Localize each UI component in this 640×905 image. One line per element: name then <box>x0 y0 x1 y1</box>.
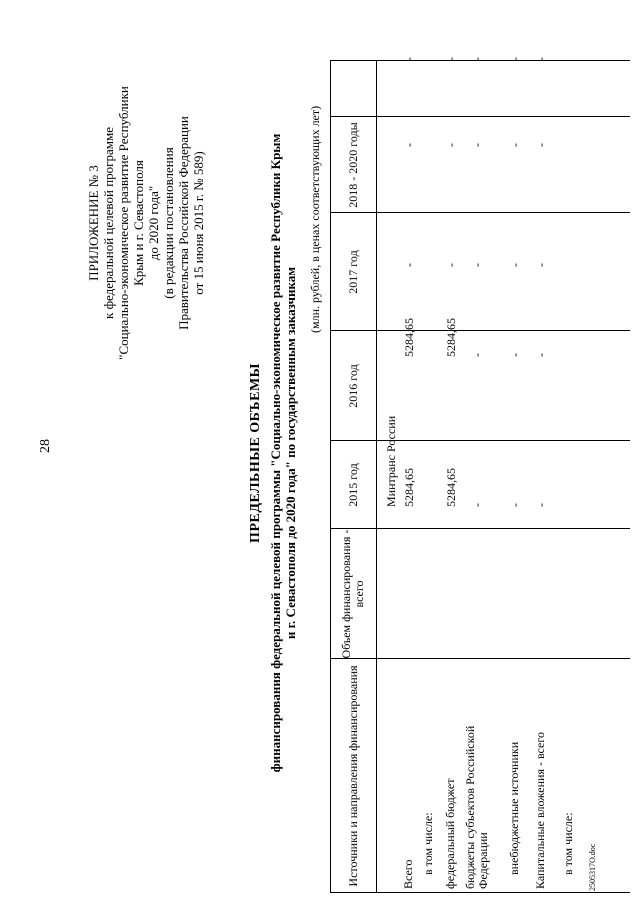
cell-2016: - <box>534 263 548 267</box>
cell-2015: - <box>534 353 548 357</box>
subtitle-line: финансирования федеральной целевой программы "Социально-экономическое развитие Республики Крым <box>268 133 283 773</box>
cell-2018-2020: - <box>508 57 522 61</box>
appendix-line: "Социально-экономическое развитие Республики <box>116 86 131 360</box>
document-code: 2505317О.doc <box>588 843 597 891</box>
column-divider <box>330 212 630 213</box>
cell-2017: - <box>402 143 416 147</box>
appendix-heading <box>86 23 206 423</box>
document-subtitle <box>268 13 298 893</box>
row-label: федеральный бюджет <box>443 778 457 889</box>
row-label: в том числе: <box>421 812 435 875</box>
cell-2015: 5284,65 <box>402 318 416 357</box>
appendix-line: от 15 июня 2015 г. № 589) <box>191 151 206 295</box>
cell-total: 5284,65 <box>444 468 458 507</box>
cell-2017: - <box>508 143 522 147</box>
cell-2017: - <box>470 143 484 147</box>
cell-total: - <box>470 503 484 507</box>
rotated-content <box>10 13 630 893</box>
subtitle-line: и г. Севастополя до 2020 года" по государственным заказчикам <box>283 266 298 640</box>
cell-2016: - <box>444 263 458 267</box>
row-label: Всего <box>401 859 415 889</box>
header-2018-2020: 2018 - 2020 годы <box>345 122 360 208</box>
cell-2018-2020: - <box>470 57 484 61</box>
cell-total: - <box>508 503 522 507</box>
cell-2017: - <box>444 143 458 147</box>
table-left-border <box>330 892 630 893</box>
cell-2015: 5284,65 <box>444 318 458 357</box>
cell-2016: - <box>402 263 416 267</box>
appendix-line: Крым и г. Севастополя <box>131 160 146 286</box>
cell-2016: - <box>508 263 522 267</box>
appendix-line: ПРИЛОЖЕНИЕ № 3 <box>86 165 101 281</box>
table-top-border <box>330 61 331 893</box>
cell-total: - <box>534 503 548 507</box>
column-divider <box>330 116 630 117</box>
header-2016: 2016 год <box>345 364 360 408</box>
row-label: Капитальные вложения - всего <box>533 732 547 889</box>
column-divider <box>330 528 630 529</box>
appendix-line: Правительства Российской Федерации <box>176 116 191 330</box>
units-note: (млн. рублей, в ценах соответствующих лет) <box>308 105 322 333</box>
header-sources: Источники и направления финансирования <box>345 665 360 887</box>
appendix-line: до 2020 года" <box>146 185 161 261</box>
column-divider <box>330 440 630 441</box>
cell-total: 5284,65 <box>402 468 416 507</box>
cell-2018-2020: - <box>402 57 416 61</box>
column-divider <box>330 330 630 331</box>
row-label: бюджеты субъектов Российской Федерации <box>463 725 490 889</box>
cell-2018-2020: - <box>534 57 548 61</box>
document-title: ПРЕДЕЛЬНЫЕ ОБЪЕМЫ <box>248 363 263 543</box>
cell-2015: - <box>508 353 522 357</box>
column-divider <box>330 658 630 659</box>
header-2015: 2015 год <box>345 463 360 507</box>
table-header-border <box>376 61 377 893</box>
cell-2018-2020: - <box>444 57 458 61</box>
customer-name: Минтранс России <box>384 415 398 507</box>
page-number: 28 <box>38 439 53 453</box>
appendix-line: (в редакции постановления <box>161 147 176 299</box>
header-2017: 2017 год <box>345 250 360 294</box>
appendix-line: к федеральной целевой программе <box>101 127 116 319</box>
cell-2016: - <box>470 263 484 267</box>
cell-2017: - <box>534 143 548 147</box>
header-total: Объем финансирования - всего <box>339 529 366 659</box>
row-label: в том числе: <box>561 812 575 875</box>
row-label: внебюджетные источники <box>507 741 521 875</box>
cell-2015: - <box>470 353 484 357</box>
